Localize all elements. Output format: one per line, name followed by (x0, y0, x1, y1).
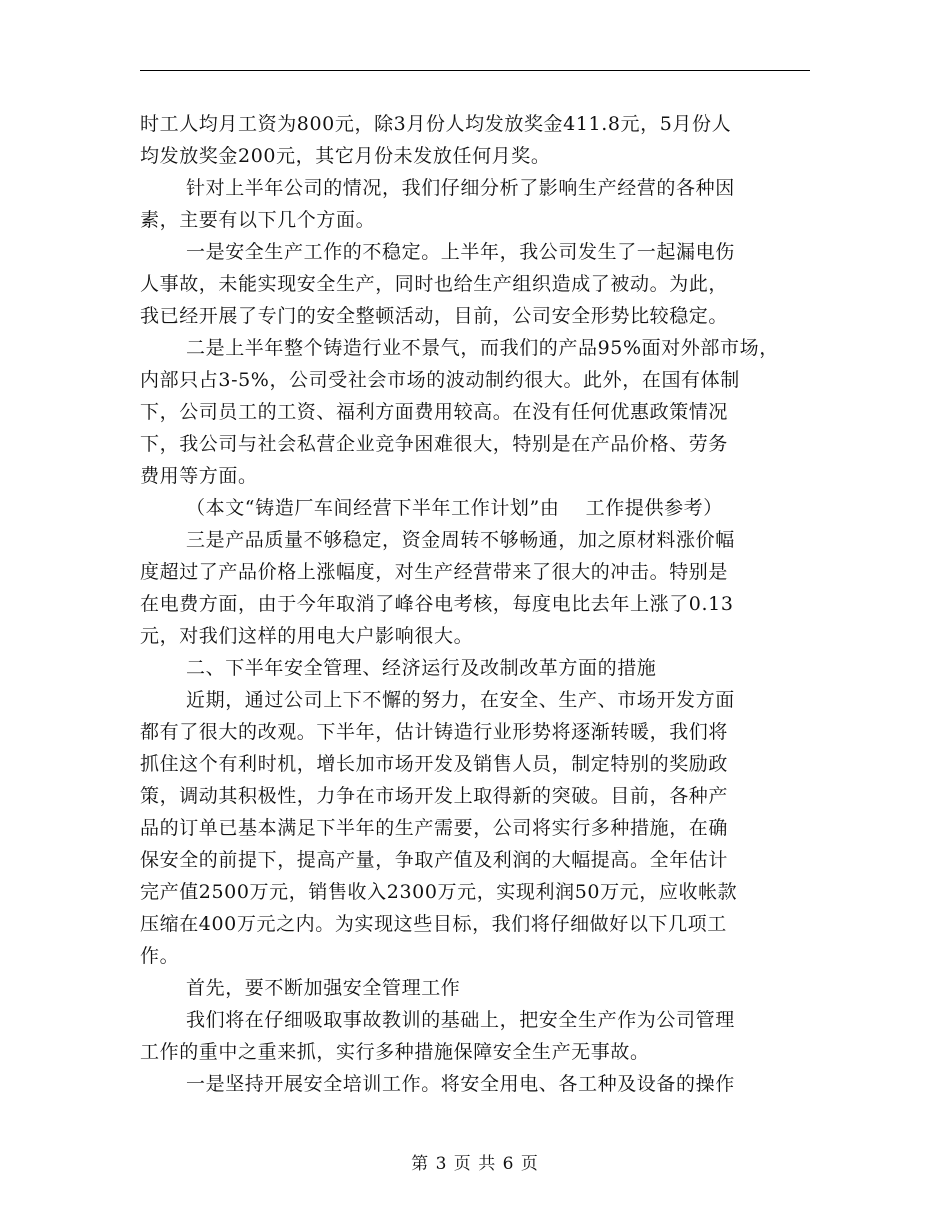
text-line: 一是坚持开展安全培训工作。将安全用电、各工种及设备的操作 (186, 1073, 735, 1095)
text-line: 我们将在仔细吸取事故教训的基础上，把安全生产作为公司管理 (186, 1009, 735, 1031)
text-line: 我已经开展了专门的安全整顿活动，目前，公司安全形势比较稳定。 (140, 305, 729, 327)
text-line: 都有了很大的改观。下半年，估计铸造行业形势将逐渐转暖，我们将 (140, 721, 729, 743)
text-line: 素，主要有以下几个方面。 (140, 209, 376, 231)
text-line: 费用等方面。 (140, 465, 258, 487)
text-line: 保安全的前提下，提高产量，争取产值及利润的大幅提高。全年估计 (140, 849, 729, 871)
text-line: 首先，要不断加强安全管理工作 (186, 977, 461, 999)
text-line: 元，对我们这样的用电大户影响很大。 (140, 625, 474, 647)
text-line: 作。 (140, 945, 180, 967)
text-line: 下，我公司与社会私营企业竞争困难很大，特别是在产品价格、劳务 (140, 433, 729, 455)
text-line: 时工人均月工资为800元，除3月份人均发放奖金411.8元，5月份人 (140, 113, 732, 135)
text-line: 近期，通过公司上下不懈的努力，在安全、生产、市场开发方面 (186, 689, 735, 711)
header-rule (140, 70, 810, 71)
text-line: 均发放奖金200元，其它月份未发放任何月奖。 (140, 145, 551, 167)
text-line: 针对上半年公司的情况，我们仔细分析了影响生产经营的各种因 (186, 177, 735, 199)
text-line: 一是安全生产工作的不稳定。上半年，我公司发生了一起漏电伤 (186, 241, 735, 263)
text-line: 人事故，未能实现安全生产，同时也给生产组织造成了被动。为此， (140, 273, 729, 295)
text-line: 内部只占3-5%，公司受社会市场的波动制约很大。此外，在国有体制 (140, 369, 740, 391)
page-footer: 第 3 页 共 6 页 (411, 1154, 539, 1174)
text-line: 下，公司员工的工资、福利方面费用较高。在没有任何优惠政策情况 (140, 401, 729, 423)
text-line: 策，调动其积极性，力争在市场开发上取得新的突破。目前，各种产 (140, 785, 729, 807)
text-line: 二是上半年整个铸造行业不景气，而我们的产品95%面对外部市场， (186, 337, 779, 359)
text-line: 品的订单已基本满足下半年的生产需要，公司将实行多种措施，在确 (140, 817, 729, 839)
text-line: （本文“铸造厂车间经营下半年工作计划”由 工作提供参考） (186, 497, 723, 519)
text-line: 在电费方面，由于今年取消了峰谷电考核，每度电比去年上涨了0.13 (140, 593, 734, 615)
text-line: 完产值2500万元，销售收入2300万元，实现利润50万元，应收帐款 (140, 881, 738, 903)
text-line: 二、下半年安全管理、经济运行及改制改革方面的措施 (186, 657, 657, 679)
text-line: 度超过了产品价格上涨幅度，对生产经营带来了很大的冲击。特别是 (140, 561, 729, 583)
text-line: 三是产品质量不够稳定，资金周转不够畅通，加之原材料涨价幅 (186, 529, 735, 551)
text-line: 工作的重中之重来抓，实行多种措施保障安全生产无事故。 (140, 1041, 650, 1063)
document-body (140, 108, 810, 1100)
text-line: 抓住这个有利时机，增长加市场开发及销售人员，制定特别的奖励政 (140, 753, 729, 775)
text-line: 压缩在400万元之内。为实现这些目标，我们将仔细做好以下几项工 (140, 913, 727, 935)
